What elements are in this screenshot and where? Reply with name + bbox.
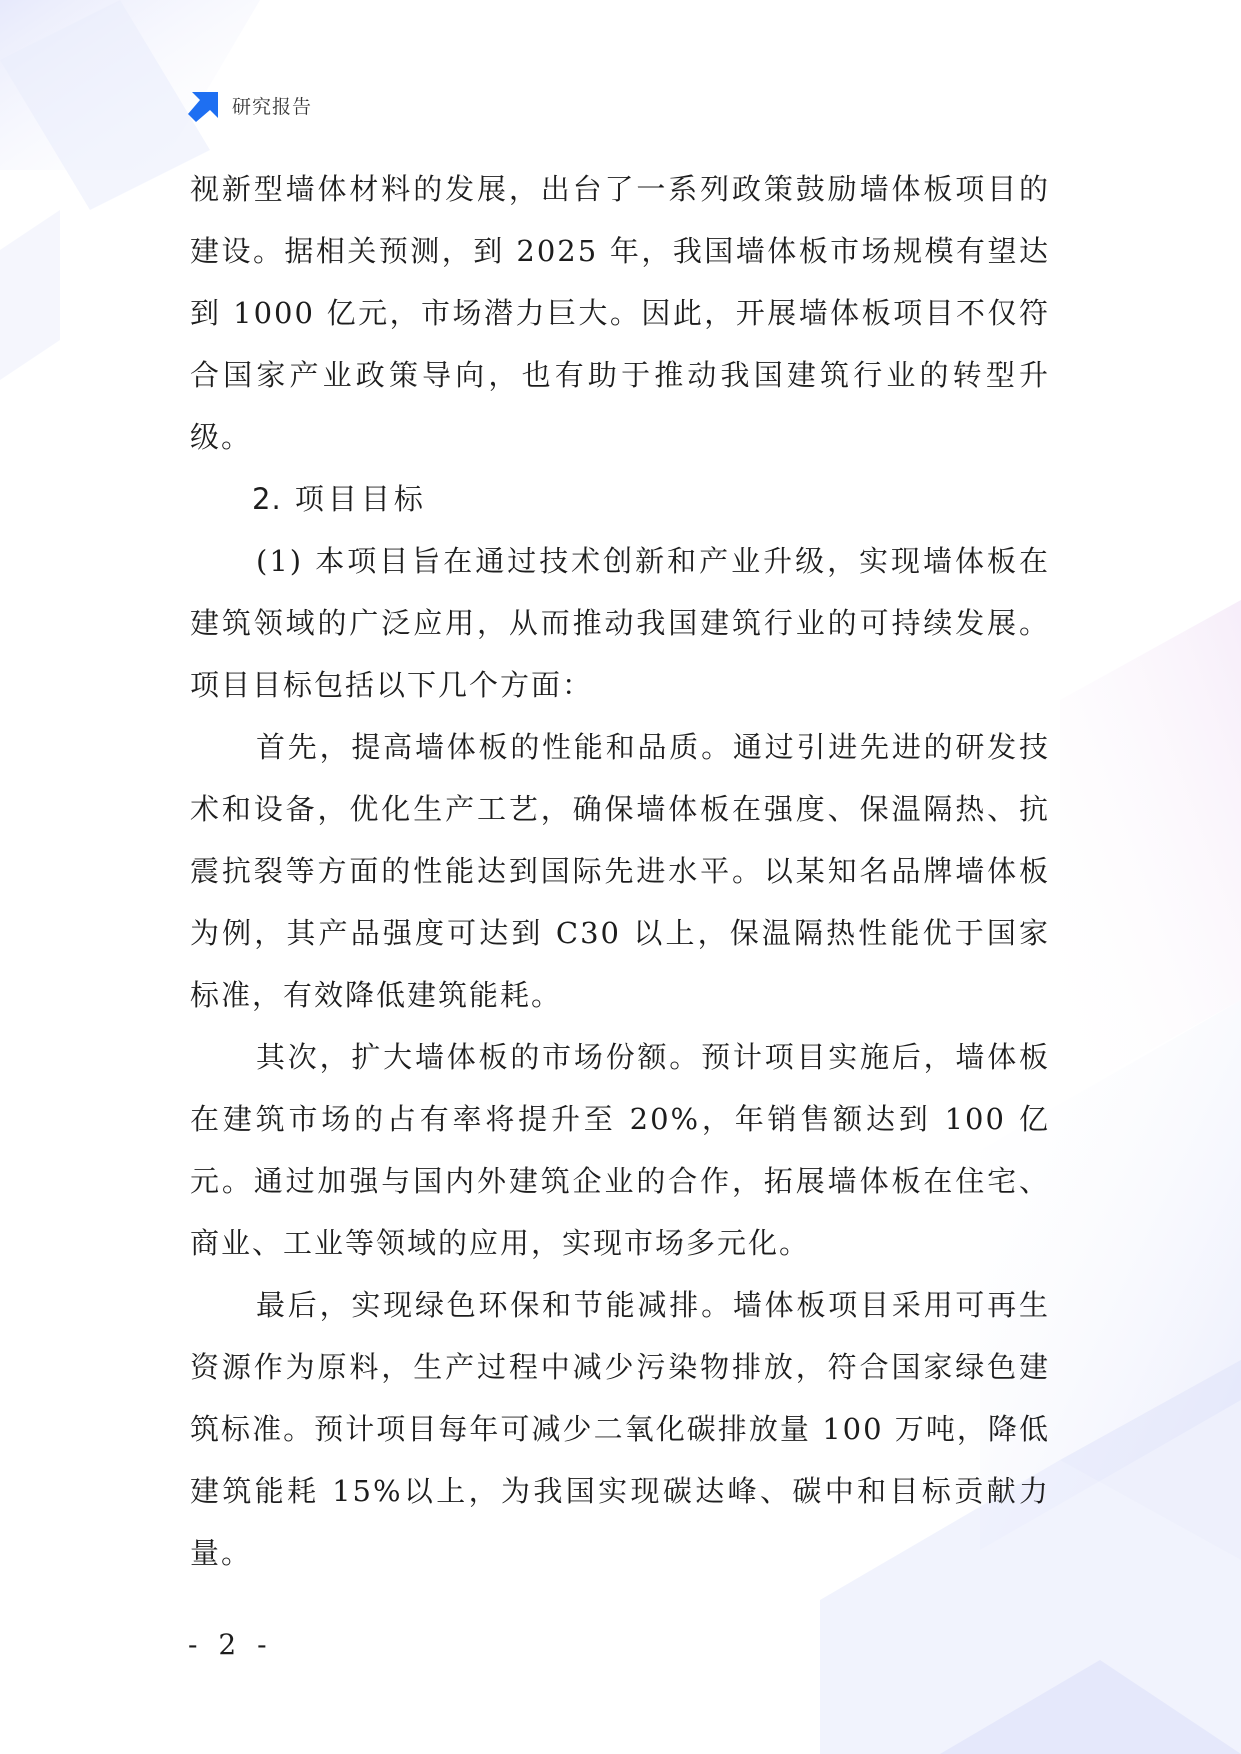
paragraph-goal-overview: (1) 本项目旨在通过技术创新和产业升级，实现墙体板在建筑领域的广泛应用，从而推动我国建筑行业的可持续发展。项目目标包括以下几个方面： — [190, 544, 1050, 702]
section-number: 2. — [252, 482, 282, 516]
paragraph-goal-first: 首先，提高墙体板的性能和品质。通过引进先进的研发技术和设备，优化生产工艺，确保墙体板在强度、保温隔热、抗震抗裂等方面的性能达到国际先进水平。以某知名品牌墙体板为例，其产品强度可达到 C30 以上，保温隔热性能优于国家标准，有效降低建筑能耗。 — [190, 730, 1050, 1012]
section-title: 项目目标 — [294, 482, 427, 516]
paragraph-goal-final: 最后，实现绿色环保和节能减排。墙体板项目采用可再生资源作为原料，生产过程中减少污染物排放，符合国家绿色建筑标准。预计项目每年可减少二氧化碳排放量 100 万吨，降低建筑能耗 15%以上，为我国实现碳达峰、碳中和目标贡献力量。 — [190, 1288, 1050, 1570]
paragraph-intro: 视新型墙体材料的发展，出台了一系列政策鼓励墙体板项目的建设。据相关预测，到 2025 年，我国墙体板市场规模有望达到 1000 亿元，市场潜力巨大。因此，开展墙体板项目不仅符合国家产业政策导向，也有助于推动我国建筑行业的转型升级。 — [190, 172, 1050, 454]
paragraph-goal-second: 其次，扩大墙体板的市场份额。预计项目实施后，墙体板在建筑市场的占有率将提升至 20%，年销售额达到 100 亿元。通过加强与国内外建筑企业的合作，拓展墙体板在住宅、商业、工业等领域的应用，实现市场多元化。 — [190, 1040, 1050, 1260]
arrow-up-right-icon — [188, 88, 222, 122]
document-body — [190, 158, 1050, 1584]
document-header — [188, 88, 312, 122]
header-label: 研究报告 — [232, 95, 313, 118]
section-heading — [190, 468, 1050, 530]
page-number: - 2 - — [188, 1628, 273, 1661]
